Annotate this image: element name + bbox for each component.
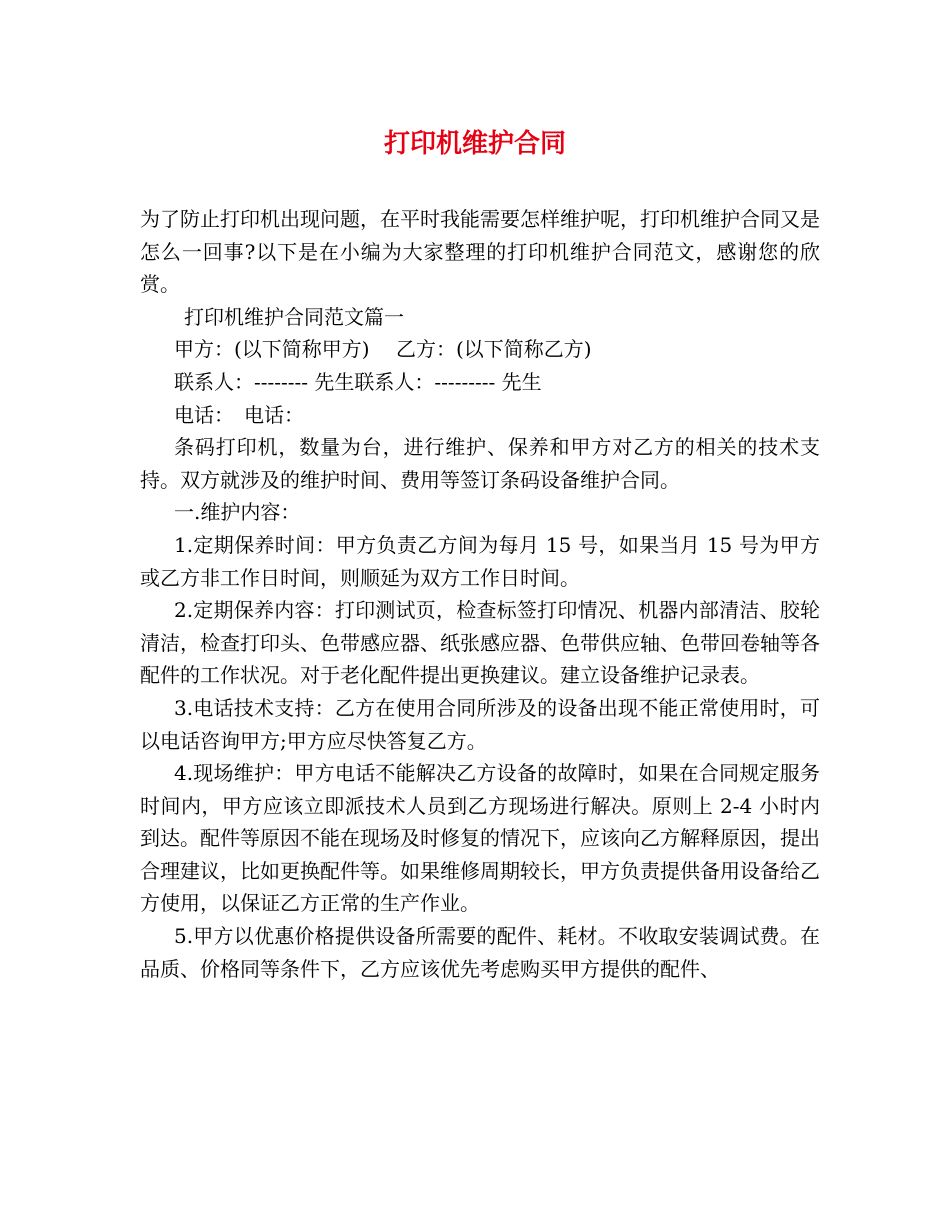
section-heading-sample-1: 打印机维护合同范文篇一 xyxy=(184,304,404,329)
parties-line: 甲方：(以下简称甲方) 乙方：(以下简称乙方) xyxy=(174,337,592,362)
clause-2-paragraph: 2.定期保养内容：打印测试页，检查标签打印情况、机器内部清洁、胶轮清洁，检查打印头、色带感应器、纸张感应器、色带供应轴、色带回卷轴等各配件的工作状况。对于老化配件提出更换建议。建立设备维护记录表。 xyxy=(140,598,820,688)
clause-1-paragraph: 1.定期保养时间：甲方负责乙方间为每月 15 号，如果当月 15 号为甲方或乙方非工作日时间，则顺延为双方工作日时间。 xyxy=(140,532,820,590)
document-body xyxy=(140,203,820,985)
document-title: 打印机维护合同 xyxy=(383,129,566,159)
scope-paragraph: 条码打印机，数量为台，进行维护、保养和甲方对乙方的相关的技术支持。双方就涉及的维护时间、费用等签订条码设备维护合同。 xyxy=(140,435,820,492)
clause-4-paragraph: 4.现场维护：甲方电话不能解决乙方设备的故障时，如果在合同规定服务时间内，甲方应该立即派技术人员到乙方现场进行解决。原则上 2-4 小时内到达。配件等原因不能在现场及时修复的情况下，应该向乙方解释原因，提出合理建议，比如更换配件等。如果维修周期较长，甲方负责提供备用设备给乙方使用，以保证乙方正常的生产作业。 xyxy=(140,761,820,916)
clause-5-paragraph: 5.甲方以优惠价格提供设备所需要的配件、耗材。不收取安装调试费。在品质、价格同等条件下，乙方应该优先考虑购买甲方提供的配件、 xyxy=(140,924,820,981)
contacts-line: 联系人：-------- 先生联系人：--------- 先生 xyxy=(174,369,542,394)
phones-line: 电话： 电话： xyxy=(174,402,304,427)
clause-3-paragraph: 3.电话技术支持：乙方在使用合同所涉及的设备出现不能正常使用时，可以电话咨询甲方;甲方应尽快答复乙方。 xyxy=(140,695,820,753)
intro-paragraph: 为了防止打印机出现问题，在平时我能需要怎样维护呢，打印机维护合同又是怎么一回事?以下是在小编为大家整理的打印机维护合同范文，感谢您的欣赏。 xyxy=(140,207,820,297)
clause-heading-maintenance: 一.维护内容： xyxy=(174,500,301,525)
